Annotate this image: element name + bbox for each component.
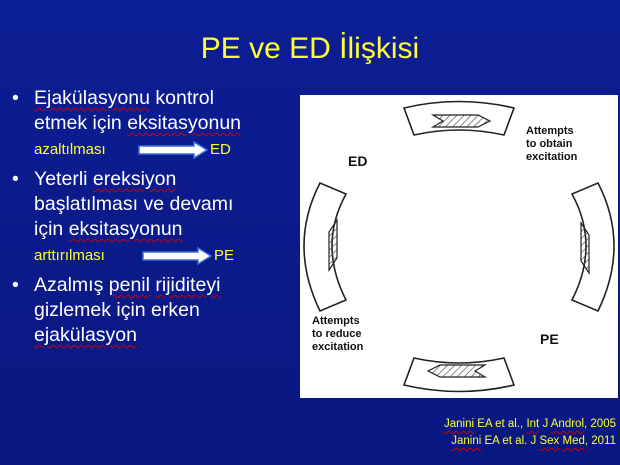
text-span: ejakülasyon <box>34 324 137 346</box>
text-span: rijiditeyi <box>155 274 221 296</box>
label-line: excitation <box>526 151 578 163</box>
text-span: penil <box>108 274 150 296</box>
label-line: Attempts <box>526 125 574 137</box>
bullet-dot: • <box>12 168 19 190</box>
slide-title: PE ve ED İlişkisi <box>200 32 420 65</box>
bullet-item-3 <box>12 273 302 348</box>
label-obtain-excitation <box>526 125 577 164</box>
text-span: Azalmış <box>34 274 109 296</box>
text-span: Ejakülasyonu <box>34 87 150 109</box>
text-span: EA et al. J <box>481 435 540 447</box>
text-span: Sex <box>539 435 560 447</box>
bullet-line <box>34 298 302 323</box>
text-span: Janini <box>451 435 482 447</box>
text-span: kontrol <box>150 87 214 109</box>
bullet-list <box>12 86 302 348</box>
sub-label: arttırılması <box>34 247 105 264</box>
label-line: Attempts <box>312 315 360 327</box>
label-line: excitation <box>312 341 364 353</box>
label-reduce-excitation <box>312 315 363 354</box>
text-span: başlatılması ve devamı <box>34 193 234 215</box>
bullet-line <box>34 86 302 111</box>
text-span: ereksiyon <box>92 168 177 190</box>
right-arc-segment <box>572 183 614 311</box>
text-span: Androl <box>550 418 585 430</box>
bullet-dot: • <box>12 87 19 109</box>
text-span: Int <box>526 418 540 430</box>
bullet-line <box>34 167 302 192</box>
references <box>444 416 616 450</box>
bullet-item-2 <box>12 167 302 242</box>
sub-line-pe <box>12 243 302 269</box>
top-arc-segment <box>404 102 514 136</box>
bullet-line <box>34 111 302 136</box>
bottom-arc-segment <box>404 358 514 392</box>
bullet-line <box>34 323 302 348</box>
cycle-diagram <box>300 95 618 398</box>
text-span: eksitasyonun <box>68 218 183 240</box>
left-arc-segment <box>304 183 346 311</box>
right-arrow-icon <box>142 247 212 265</box>
text-span: Janini <box>443 418 475 430</box>
text-span: , 2005 <box>584 418 616 430</box>
text-span: J <box>539 418 551 430</box>
bullet-item-1 <box>12 86 302 136</box>
bullet-line <box>34 273 302 298</box>
label-line: to obtain <box>526 138 573 150</box>
label-ed: ED <box>348 153 368 169</box>
sub-label: azaltılması <box>34 141 106 158</box>
reference-line-2 <box>444 433 616 450</box>
text-span: EA et al., <box>474 418 527 430</box>
bullet-dot: • <box>12 274 19 296</box>
bullet-line <box>34 217 302 242</box>
text-span: gizlemek için erken <box>34 299 200 321</box>
sub-result: PE <box>214 247 235 264</box>
reference-line-1 <box>444 416 616 433</box>
label-pe: PE <box>540 331 559 347</box>
sub-result: ED <box>210 141 231 158</box>
label-line: to reduce <box>312 328 362 340</box>
text-span: Yeterli <box>34 168 93 190</box>
text-span: eksitasyonun <box>127 112 242 134</box>
text-span: , 2011 <box>584 435 616 447</box>
sub-line-ed <box>12 137 302 163</box>
text-span: etmek için <box>34 112 128 134</box>
right-arrow-icon <box>138 141 208 159</box>
bullet-line <box>34 192 302 217</box>
text-span: Med <box>562 435 585 447</box>
text-span: için <box>34 218 69 240</box>
